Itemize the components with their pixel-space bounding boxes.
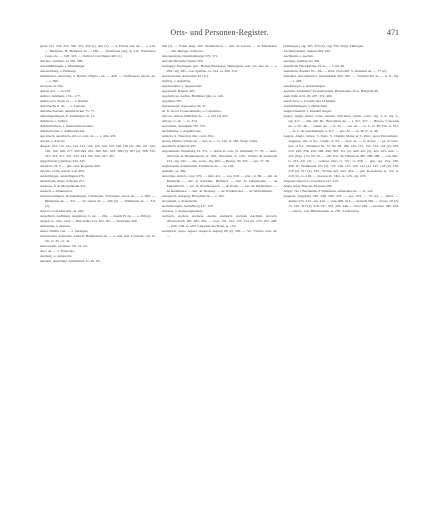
register-entry: Axtchin, Asskehm f Zu Keenastein, Hohenstein, O.A. Banglam 48. bbox=[283, 89, 379, 93]
register-entry: Angia super Rancen, Ebrnese 286. bbox=[283, 184, 333, 188]
register-entry: Annenverhingen, Konnerdingen, Uberingen, Freburgue canon de. — s. 300. — Birkitelus de. — 371. — W. sentur de. — 200 (2). — Walthernu de. — 311 (2). bbox=[40, 194, 156, 208]
register-entry: Andeistam, diöse, Kansten 271. bbox=[40, 179, 86, 183]
register-entry: Arena, Herms, Vitone de — des. ta. — ts. 142, ts. 180. Vergl. Ulma. bbox=[161, 139, 259, 143]
register-entry: Ambroed s. Bodo ut. — s. Rieheb. bbox=[40, 99, 90, 103]
register-entry: Aussidel, Aucommiterl, Aussenkaldt 463. 467. — Waltprachts de — ts. 8., sig. — s. 463. bbox=[283, 74, 400, 83]
register-entry: Aschheim, s. Aechin. bbox=[283, 54, 314, 58]
register-entry: Aschach, Aschas, Aschels, Ascha, Auhaich, Aschah, Aschlah, Asvach, Oberaschach 187. 405. 461. — ecol. 151. 152. 153. 154 (2). 235. 237. 288. — plab. 236. ts. 290. Clnradus des Bone, ts. 152. bbox=[161, 214, 278, 228]
register-entry: Appensell, Ransen 403. bbox=[161, 89, 196, 93]
register-entry: Ancobach, Anarbach, abb. et conv. de. — s. 434. 435. bbox=[40, 134, 117, 138]
register-column-2 bbox=[162, 44, 278, 496]
register-entry: Anfors, Conradus mil., Ia. 290. bbox=[40, 209, 85, 213]
register-entry: Arbosa, Arbon, Rüdolfus de. — s. 216 (2) 423. bbox=[161, 114, 229, 118]
register-entry: Aseman, Asimug abt 459. bbox=[283, 59, 321, 63]
register-entry: Annenwiler, Annwiler, Andwil; Baldebertus de. — a, suet. mil. Constant. can. hr. 30., ts. 35., ta. 41. bbox=[40, 234, 156, 243]
register-entry: Amelingenhagen, F. Anlahagen 10. 12. bbox=[40, 114, 96, 118]
register-entry: Antingen, Entringen, spic. Hohen-Entringen, Heniegerue nob. viv. dne de. — s. 284., sig. 285., can. Spirens., ta. 214, ta. 309. 310. bbox=[161, 64, 278, 73]
page-header bbox=[40, 28, 399, 40]
register-entry: Anhausen, s. Ahusen. bbox=[40, 224, 71, 228]
register-entry: Audeltmaringen, s. Hebrichein. bbox=[283, 104, 328, 108]
register-entry: Altenmähringen, s. Mundingen. bbox=[40, 64, 86, 68]
register-entry: Aussiham, Hertrkmann, H. de. — s. 69. 90. bbox=[283, 64, 346, 68]
register-entry: Arnoldus, Arnolt, conv. 370. — dpfr. 411. — sap. 318. — plac., ts. 80. — pbt. de Rubeiche. — dec. et archidiac. Herbipol. — mil. de Langenstein. — de Metzenbach. — pe. de Orschlenpach. — de Portis. — adv. de Riebenbere. — de Rudebnere. — mil. de Tierberg. — de Wildenvoiel. — de Welschtheiin. bbox=[161, 174, 278, 193]
register-entry: Argentinum, Strassburg 32. 371. — abbas et conv. (S. Damiani) 77. 79. — narrl. Albertus de Blankenstein, ts. 108., Otnaedus, ts. 163., Victius de Isapheren 231., sig. 232. — dec. eccle., sig. 260. — Bones. 30. 323. — eps. 57. 58. bbox=[161, 149, 278, 163]
register-entry: Augsuss superior, osweichtal 417. 419. bbox=[283, 179, 339, 183]
register-entry: [Vertingen]. sig. 305. 333 (2)., sig. 334. Vergl. Tübingen. bbox=[283, 44, 365, 48]
register-entry: Andelvingen, Andelfingen 276. bbox=[40, 174, 85, 178]
register-entry: Argintosum, Arnbehofen, Fridericus de. — ts. 149. bbox=[161, 164, 235, 168]
register-columns bbox=[40, 44, 399, 496]
register-entry: Altrake, Altrakus, Ia 359. 366. bbox=[40, 59, 84, 63]
register-entry: Anselm, Anselmus, Anshelmus, Ia. 49. 65. bbox=[40, 259, 101, 263]
register-entry: Auh, bahr. A.D. 26. 207. 372. 409. bbox=[283, 94, 333, 98]
register-entry: Anna, Ortiftu von. — s. Veringen. bbox=[40, 229, 89, 233]
register-entry: Appfeldwes, Apflas, Halmirus [de]. ts. 146. bbox=[161, 94, 224, 98]
register-entry: Antonenstarp, Onstmantingen 370. 371. bbox=[161, 54, 219, 58]
register-entry: Arenhach, Arnbach 335. bbox=[161, 144, 197, 148]
register-entry: Andreas, fr. in Morgenheim 221. bbox=[40, 184, 87, 188]
register-entry: Aschenryintant, Ashren 264. 265. bbox=[283, 49, 332, 53]
register-column-3 bbox=[283, 44, 399, 496]
register-entry: Alwerin, Ia 256. bbox=[40, 84, 64, 88]
register-entry: Ansberg, s. Amsperch. bbox=[40, 254, 73, 258]
register-entry: Antonil Herrucke Seiten 393. bbox=[161, 59, 204, 63]
register-entry: Aschelbougen, Aschelberg 417. 419. bbox=[161, 204, 214, 208]
register-entry: Arnschein, Arnsheim 370. 372. bbox=[161, 124, 207, 128]
register-entry: Andwil, s. Annenwilar. bbox=[40, 189, 73, 193]
register-entry: Altmünster, Alttrestig, 3. Bertha, Pfiptia von. — 428. — Wolfhaussa adven. de. — s. 360. bbox=[40, 74, 156, 83]
register-entry: Angls, 74s, I Bechheim, F Wimmena, Albertulus de. — ts. 126. bbox=[283, 189, 374, 193]
register-entry: Appenweiler, s. Appenwiler. bbox=[161, 84, 203, 88]
register-entry: Ano. de. — s. Erneweis. bbox=[40, 249, 75, 253]
register-entry: Auges, Angls, maior. eclla., mioner, Relchens, optim., conv., sig. 3. 4., sig. 5., sig. 317. — abb. abb. Rt., Bertoribus de. — s. 317, 317. — Hisoro, Conradus de., s. 67. 48. — camer. de. — ts. 43. — can. de. — ts. 3., ts. 48; Frb, ts. 817. — fr. C. de Gundelnugis, ts 317. — pps. de. — ts. 46, F., ts. 46. bbox=[283, 114, 400, 133]
register-entry: Apfilus, s. Apfelbus. bbox=[161, 79, 191, 83]
register-entry: Arbore, C. de. — ts. 374. bbox=[161, 119, 198, 123]
register-entry: Aussideln, Asemel 65—66. — abbs. Clara mil. S. Damiani de. — 77 (2). bbox=[283, 69, 387, 73]
register-entry: Amalbachweiler, Ammertacker 75. 77. bbox=[40, 109, 96, 113]
register-entry: Aschhorst, spars. Aspert, Asperch, Asperg 98 (2). 246. — Vi., Victrus com. de. — bbox=[161, 229, 278, 238]
register-entry: Arveshem, s. Arensheim. bbox=[161, 199, 198, 203]
register-entry: Arnsperch, Ansperg, Bartolilus de — s. 462. bbox=[161, 194, 225, 198]
register-entry: Angeli, S., diac. card. — Riticardus 113. 162. 361. — Romanus 420. bbox=[40, 219, 138, 223]
register-entry: Amelbache ft. de. — s. Laplain. bbox=[40, 104, 86, 108]
register-entry: Angelo 104. 115. 121. 122. 123. 124. 125. 126. 129. 128. 129 (2). 160. 161. 163. 165. 166. 166. 277. 293 294. 295. 300. 301. 305. 306 (2). 307 (2). 308. 315. 315. 316. 317. 321. 343. 344. 345. 356. 427. 457. bbox=[40, 144, 156, 158]
register-entry: Aman, der. — Ia 218. bbox=[40, 89, 71, 93]
register-entry: gasse 155. 256. 252. 320. 372. 459 (1). 461 (1). — V. Fritele aus. de. — s. 219. — Humpiss, H. Humpiss de — 282. — Wetzberus [de], Ia 211. Wetzberus Cesso de. — 320. 323. — Vertrold von Degen 461 (1). bbox=[40, 44, 156, 58]
register-entry: Altreschberg, s. Pulsberg. bbox=[40, 69, 77, 73]
register-entry: Ancell, s. Ancelo. bbox=[40, 139, 66, 143]
register-entry: Ambro, Ammern, 174—177. bbox=[40, 94, 82, 98]
register-entry: Ar. fr. lector Constantiensis, s. Constantia. bbox=[161, 109, 222, 113]
register-entry: Anselote, H. 3. — pbr. card. Rogerius 406. bbox=[40, 164, 101, 168]
register-entry: Ambalis, ss. 369. bbox=[161, 169, 187, 173]
register-entry: Archibefius, s. Arginbreuse. bbox=[161, 129, 202, 133]
register-entry: Annsweiler, pfoltiber. 3.6. 21. 24. bbox=[40, 244, 88, 248]
register-title: Orts- und Personen-Register. bbox=[170, 28, 269, 37]
register-entry: Appilatus 387. bbox=[161, 99, 183, 103]
page-number: 471 bbox=[387, 28, 399, 37]
register-entry: Auges Dassfell, s. Dandell Augea. bbox=[283, 109, 332, 113]
register-entry: Aslonus, s. Aschpergineanus. bbox=[161, 209, 204, 213]
register-entry: Angelbery, Aufliberg. Angelhery, C. de. — 264. — daerm H. de. — s. 266 (2). bbox=[40, 214, 152, 218]
register-entry: Ardicio, S. Theodori diac. card. 284. bbox=[161, 134, 214, 138]
register-entry: Ammern, s. Ambra. bbox=[40, 119, 69, 123]
register-entry: Appanslager, Appweiler 36. 37. bbox=[161, 104, 207, 108]
register-entry: Aeschberger, s. Aebelldingen. bbox=[283, 84, 326, 88]
register-entry: Ammenwilwer, s. Hattschilwerwilare. bbox=[40, 124, 94, 128]
register-entry: Ancelo, Celle, Ancelt 210. 404. bbox=[40, 169, 85, 173]
register-entry: Anzelaweiler, Anzweiler 451 (1). bbox=[161, 74, 209, 78]
register-entry: Angusia. Augsburg 285. 248. 290. 433. — eps. 433. — 70 (2). — abbss. — dianus 275. 415., sig. 416. — eras 406. 414. — denardi 362. — doces. vil (2). 72. 310. 315 (2). 318. 331. 333. 445. 446. — libra 236. — monast. 382. 433. — adlcta., can. Hiltebrandus, ts. 236., Ludewicus, bbox=[283, 194, 400, 213]
register-entry: Angeltrastar] (ternise) 344. 345. bbox=[40, 159, 86, 163]
register-entry: Ammerswiler, s. Almbertswiler. bbox=[40, 129, 86, 133]
register-entry: Augsts, Angia, minor, S. Petri, S. virginis Marie et S. Petri, apud Parvenburg., Augesse, abb. et fra., conuir., ts. 63. — decr. de. — ts. maior. — ps. et conv., ppe. et fra., Watmuen 81. 15. 66. 99. 180. 145. 151. 152. 153. 154 (2). 203. 210. 220. 236. 256. 266. 290. 303. 321 (2). 420. 421 (2). 422. 423. 424. — abb. [Ego. ] Ta. 63. 70. — abb. Ext. 54. Heinricus 285. 286. 288. — can. Ber., ts. 213. 221 (2). — cellerar. Otto. ts. 127., ts. 456. — ppe., sig. 154., 220. 458. II., Wemharus 124 (2). 125. 126. 127. 129. 141 (2). 147. 148 (2). 150. 210 (2). 211 (2). 435., Victius 421. 423. 432. — pbr. Rododeres, ts. 152, ts. 210 (2)., ts. 218. — procuss O., Otto, ts. 123., sig. 233. bbox=[283, 134, 400, 178]
register-entry: 569 (2). — Falter mag., abb. Ssennfeltern. — mil. de Steven. — de Martinden. — dns. Ritrage. Schwyze. bbox=[161, 44, 278, 53]
register-column-1 bbox=[40, 44, 156, 496]
register-entry: Aucrichtos, s. Gwalde und Urisheim. bbox=[283, 99, 337, 103]
